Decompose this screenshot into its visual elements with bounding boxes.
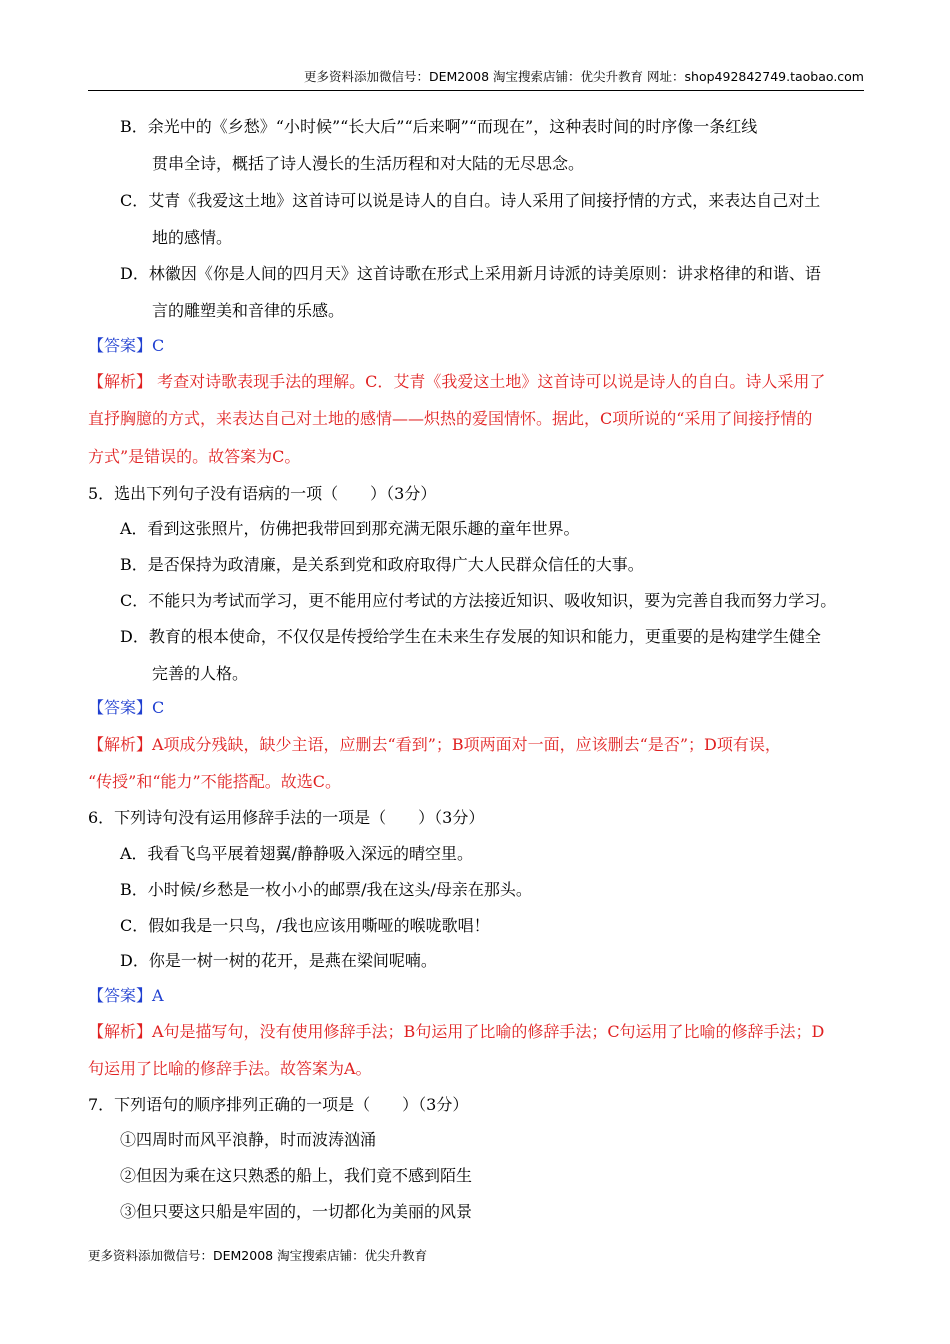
q5-answer: 【答案】C — [88, 698, 165, 717]
q6-stem: 6．下列诗句没有运用修辞手法的一项是（ ）（3分） — [88, 808, 485, 827]
q5-stem: 5．选出下列句子没有语病的一项（ ）（3分） — [88, 484, 437, 503]
q5-option-a: A．看到这张照片，仿佛把我带回到那充满无限乐趣的童年世界。 — [120, 519, 580, 538]
q6-analysis-line1: 【解析】A句是描写句，没有使用修辞手法；B句运用了比喻的修辞手法；C句运用了比喻的修辞手法；D — [88, 1022, 825, 1041]
q6-option-a: A．我看飞鸟平展着翅翼/静静吸入深远的晴空里。 — [120, 844, 473, 863]
q4-option-b-line1: B．余光中的《乡愁》“小时候”“长大后”“后来啊”“而现在”，这种表时间的时序像一条红线 — [120, 117, 758, 136]
q6-option-c: C．假如我是一只鸟，/我也应该用嘶哑的喉咙歌唱！ — [120, 916, 490, 935]
q5-option-d-line1: D．教育的根本使命，不仅仅是传授给学生在未来生存发展的知识和能力，更重要的是构建学生健全 — [120, 627, 821, 646]
q4-option-c-line1: C．艾青《我爱这土地》这首诗可以说是诗人的自白。诗人采用了间接抒情的方式，来表达自己对土 — [120, 191, 821, 210]
q4-analysis-line2: 直抒胸臆的方式，来表达自己对土地的感情——炽热的爱国情怀。据此，C项所说的“采用了间接抒情的 — [88, 409, 813, 428]
q7-stem: 7．下列语句的顺序排列正确的一项是（ ）（3分） — [88, 1095, 469, 1114]
q5-option-c: C．不能只为考试而学习，更不能用应付考试的方法接近知识、吸收知识，要为完善自我而努力学习。 — [120, 591, 837, 610]
q4-answer: 【答案】C — [88, 336, 165, 355]
q6-answer: 【答案】A — [88, 986, 164, 1005]
q7-item-2: ②但因为乘在这只熟悉的船上，我们竟不感到陌生 — [120, 1166, 473, 1185]
q5-analysis-line1: 【解析】A项成分残缺，缺少主语，应删去“看到”；B项两面对一面，应该删去“是否”；D项有误， — [88, 735, 781, 754]
q6-analysis-line2: 句运用了比喻的修辞手法。故答案为A。 — [88, 1059, 372, 1078]
q7-item-1: ①四周时而风平浪静，时而波涛汹涌 — [120, 1130, 377, 1149]
q5-option-b: B．是否保持为政清廉，是关系到党和政府取得广大人民群众信任的大事。 — [120, 555, 644, 574]
q6-option-b: B．小时候/乡愁是一枚小小的邮票/我在这头/母亲在那头。 — [120, 880, 532, 899]
page-footer: 更多资料添加微信号：DEM2008 淘宝搜索店铺：优尖升教育 — [88, 1248, 428, 1263]
q6-option-d: D．你是一树一树的花开，是燕在梁间呢喃。 — [120, 951, 437, 970]
q5-analysis-line2: “传授”和“能力”不能搭配。故选C。 — [88, 772, 341, 791]
q4-analysis-line1: 【解析】 考查对诗歌表现手法的理解。C．艾青《我爱这土地》这首诗可以说是诗人的自白。诗人采用了 — [88, 372, 826, 391]
q4-analysis-line3: 方式”是错误的。故答案为C。 — [88, 447, 301, 466]
q4-option-d-line2: 言的雕塑美和音律的乐感。 — [152, 301, 345, 320]
q4-option-d-line1: D．林徽因《你是人间的四月天》这首诗歌在形式上采用新月诗派的诗美原则：讲求格律的和谐、语 — [120, 264, 821, 283]
q4-option-c-line2: 地的感情。 — [152, 228, 233, 247]
q4-option-b-line2: 贯串全诗，概括了诗人漫长的生活历程和对大陆的无尽思念。 — [152, 154, 585, 173]
q7-item-3: ③但只要这只船是牢固的，一切都化为美丽的风景 — [120, 1202, 473, 1221]
q5-option-d-line2: 完善的人格。 — [152, 664, 249, 683]
page-header: 更多资料添加微信号：DEM2008 淘宝搜索店铺：优尖升教育 网址：shop492842749.taobao.com — [88, 66, 864, 91]
